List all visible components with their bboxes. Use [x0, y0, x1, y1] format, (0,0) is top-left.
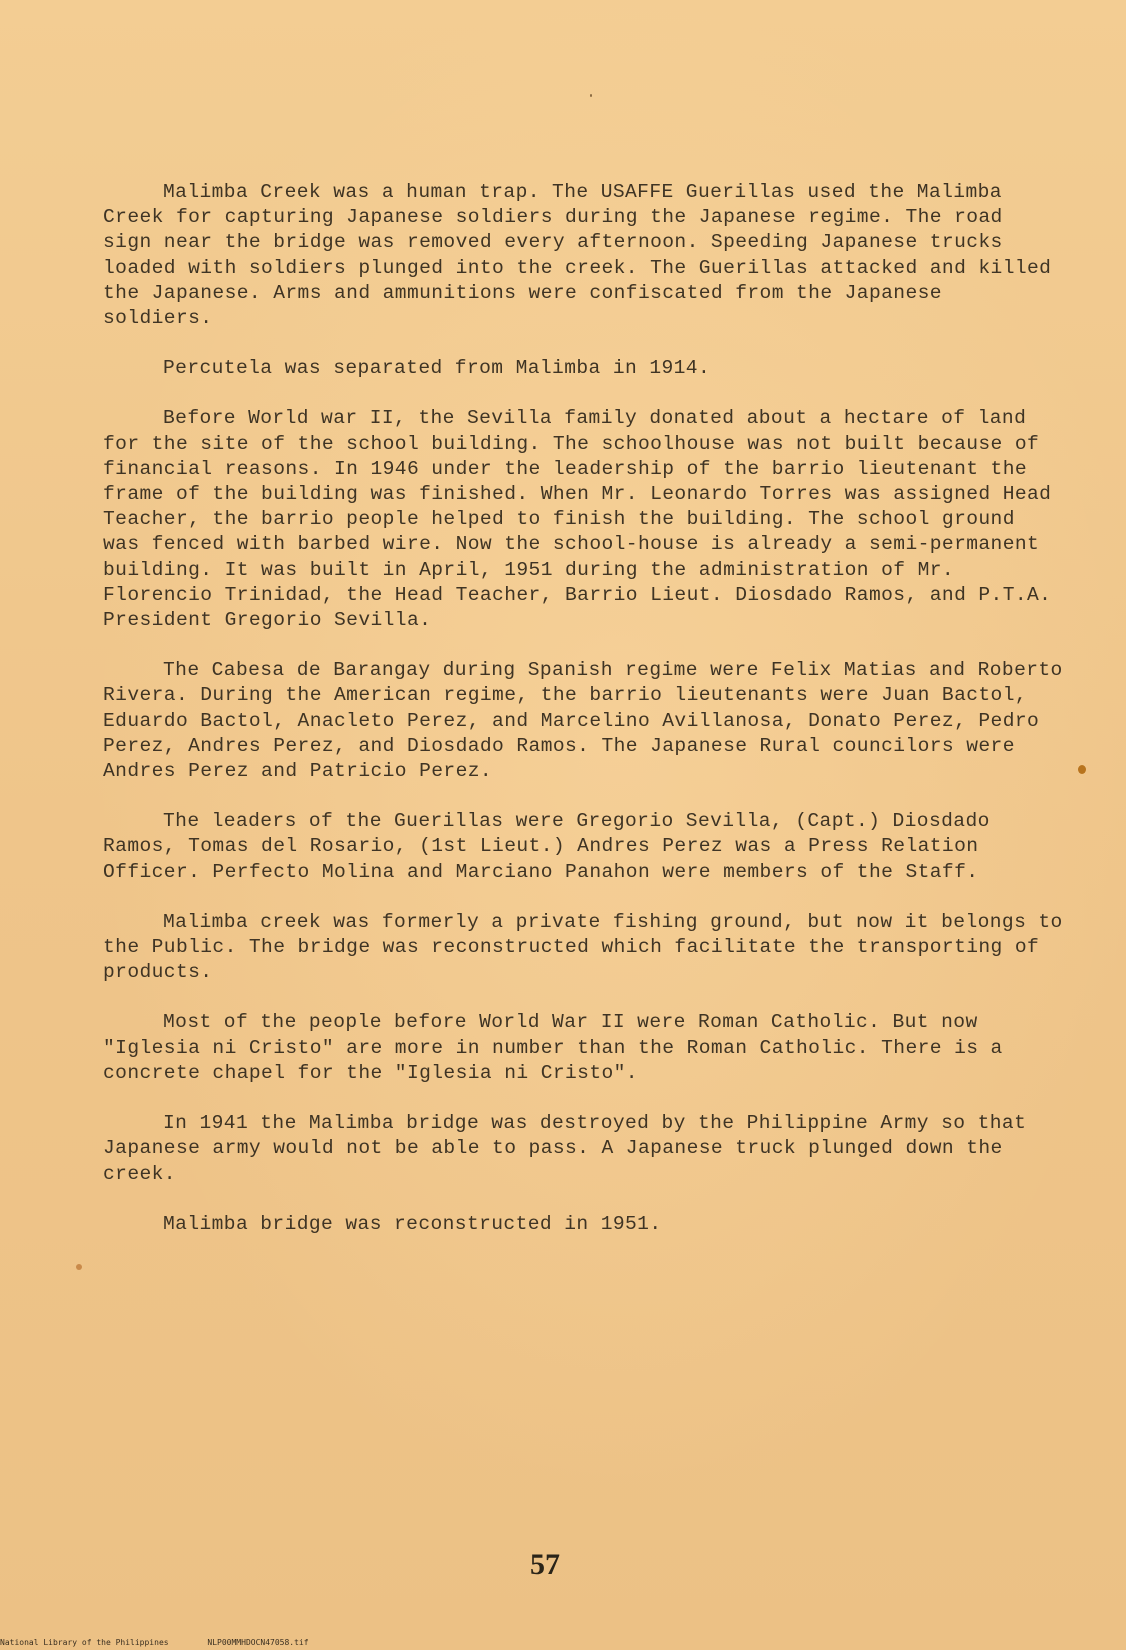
paper-speck	[76, 1264, 82, 1270]
paragraph-fishing-ground: Malimba creek was formerly a private fishing ground, but now it belongs to the Public. The bridge was reconstructed which facilitate the transporting of products.	[103, 910, 1063, 984]
footer-library-name: National Library of the Philippines	[0, 1638, 169, 1647]
page-number: 57	[530, 1548, 560, 1581]
paper-speck	[1078, 765, 1086, 774]
scan-footer	[0, 1638, 343, 1647]
paragraph-school-building: Before World war II, the Sevilla family donated about a hectare of land for the site of the school building. The schoolhouse was not built because of financial reasons. In 1946 under the leadership of the barrio lieutenant the frame of the building was finished. When Mr. Leonardo Torres was assigned Head Teacher, the barrio people helped to finish the building. The school ground was fenced with barbed wire. Now the school-house is already a semi-permanent building. It was built in April, 1951 during the administration of Mr. Florencio Trinidad, the Head Teacher, Barrio Lieut. Diosdado Ramos, and P.T.A. President Gregorio Sevilla.	[103, 407, 1052, 632]
paragraph-malimba-creek-trap: Malimba Creek was a human trap. The USAFFE Guerillas used the Malimba Creek for capturing Japanese soldiers during the Japanese regime. The road sign near the bridge was removed every afternoon. Speeding Japanese trucks loaded with soldiers plunged into the creek. The Guerillas attacked and killed the Japanese. Arms and ammunitions were confiscated from the Japanese soldiers.	[103, 181, 1052, 330]
footer-file-name: NLP00MMHDOCN47058.tif	[207, 1638, 309, 1647]
paragraph-religion: Most of the people before World War II were Roman Catholic. But now "Iglesia ni Cristo" are more in number than the Roman Catholic. There is a concrete chapel for the "Iglesia ni Cristo".	[103, 1011, 1003, 1084]
paragraph-bridge-destroyed: In 1941 the Malimba bridge was destroyed by the Philippine Army so that Japanese army would not be able to pass. A Japanese truck plunged down the creek.	[103, 1112, 1027, 1185]
paragraph-bridge-reconstructed: Malimba bridge was reconstructed in 1951.	[163, 1212, 662, 1235]
document-body	[103, 180, 1063, 1262]
paragraph-guerilla-leaders: The leaders of the Guerillas were Gregorio Sevilla, (Capt.) Diosdado Ramos, Tomas del Rosario, (1st Lieut.) Andres Perez was a Press Relation Officer. Perfecto Molina and Marciano Panahon were members of the Staff.	[103, 810, 990, 883]
paper-speck	[590, 94, 592, 97]
paragraph-barrio-leaders: The Cabesa de Barangay during Spanish regime were Felix Matias and Roberto Rivera. During the American regime, the barrio lieutenants were Juan Bactol, Eduardo Bactol, Anacleto Perez, and Marcelino Avillanosa, Donato Perez, Pedro Perez, Andres Perez, and Diosdado Ramos. The Japanese Rural councilors were Andres Perez and Patricio Perez.	[103, 659, 1063, 783]
paragraph-percutela-separation: Percutela was separated from Malimba in 1914.	[163, 357, 711, 380]
